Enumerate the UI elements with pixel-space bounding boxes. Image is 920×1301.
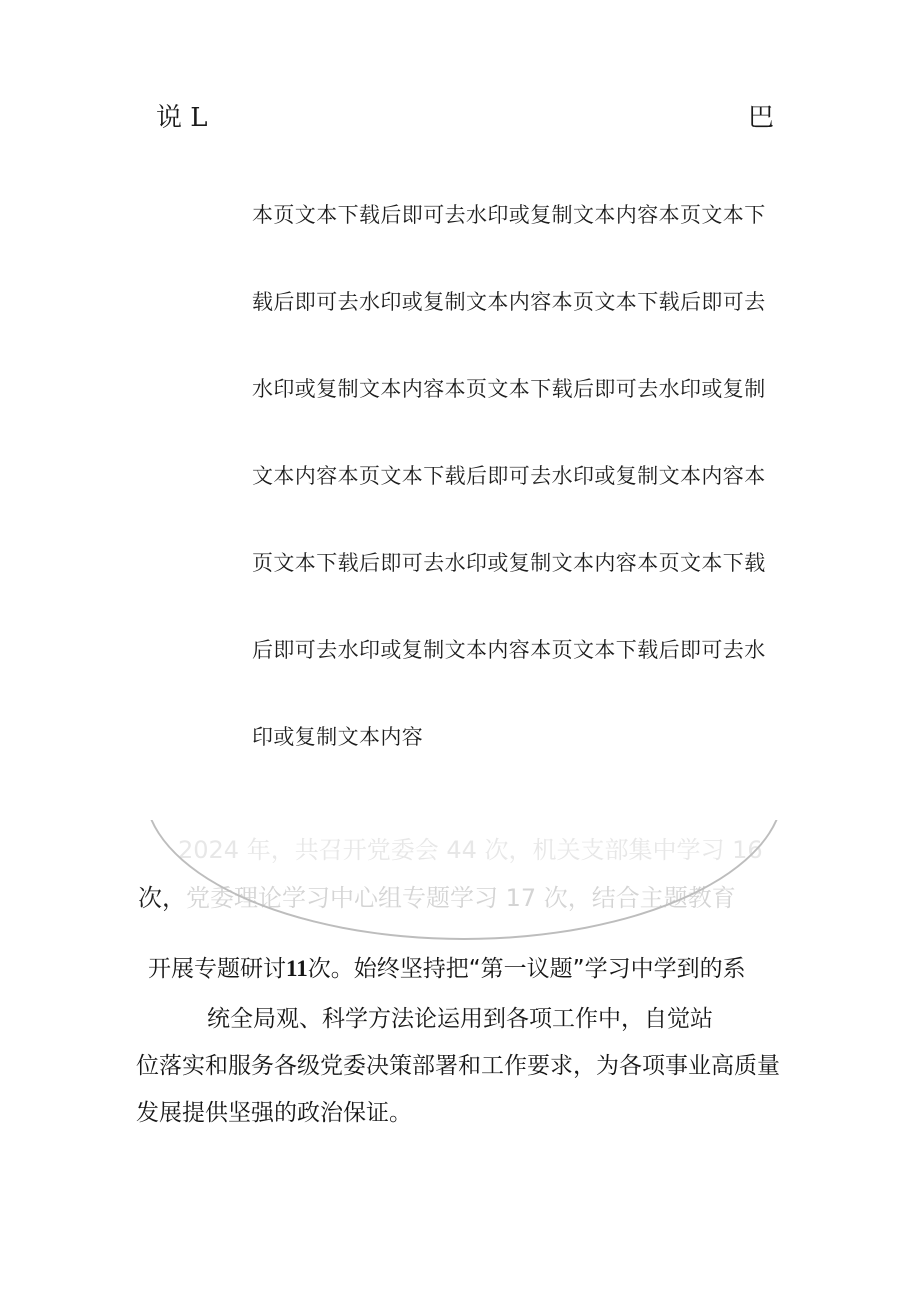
body-text: 次。始终坚持把“第一议题”学习中学到的系 [307,956,746,982]
body-line: 位落实和服务各级党委决策部署和工作要求，为各项事业高质量 [136,1053,780,1079]
watermark-line: 载后即可去水印或复制文本内容本页文本下载后即可去 [252,290,766,314]
body-line [148,953,746,985]
watermark-line: 后即可去水印或复制文本内容本页文本下载后即可去水 [252,638,766,662]
body-line: 发展提供坚强的政治保证。 [136,1100,412,1126]
watermark-line: 本页文本下载后即可去水印或复制文本内容本页文本下 [252,203,766,227]
watermark-line: 印或复制文本内容 [252,725,424,749]
watermark-line: 文本内容本页文本下载后即可去水印或复制文本内容本 [252,464,766,488]
faded-paragraph [138,820,798,945]
curved-divider [144,820,784,940]
faded-line-start: 次， [138,884,186,912]
watermark-notice [252,200,812,809]
count-number: 11 [286,956,308,981]
faded-line: 2024 年，共召开党委会 44 次，机关支部集中学习 16 [178,836,763,864]
watermark-line: 页文本下载后即可去水印或复制文本内容本页文本下载 [252,551,766,575]
header-right-mark: 巴 [748,103,775,133]
faded-line-rest: 党委理论学习中心组专题学习 17 次，结合主题教育 [186,884,736,912]
body-line: 统全局观、科学方法论运用到各项工作中，自觉站 [207,1006,713,1032]
body-text: 开展专题研讨 [148,956,286,982]
watermark-line: 水印或复制文本内容本页文本下载后即可去水印或复制 [252,377,766,401]
header-left-mark: 说 L [156,103,208,133]
